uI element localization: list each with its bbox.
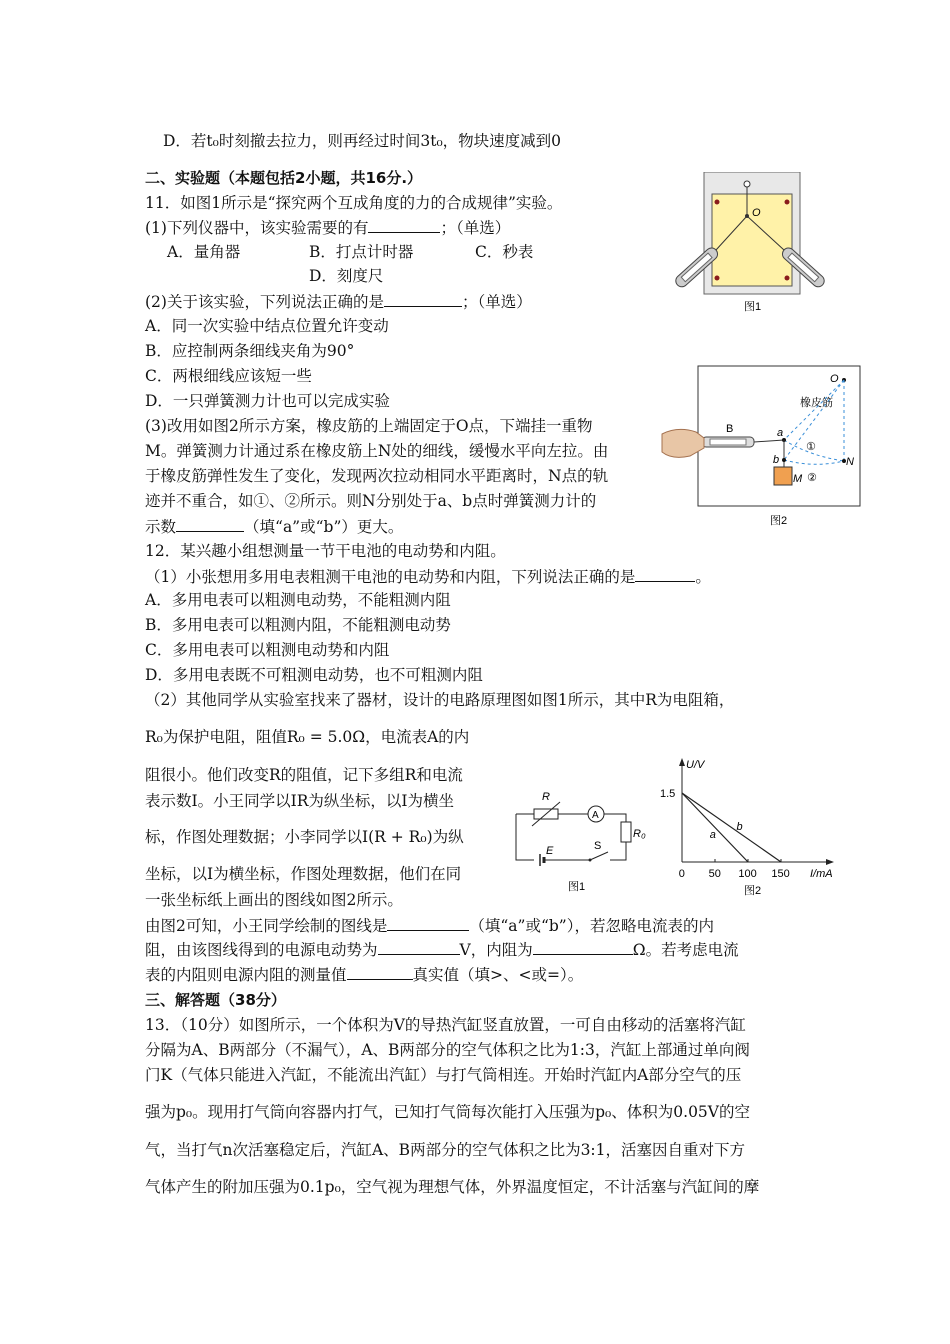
q11-part3-line2: M。弹簧测力计通过系在橡皮筋上N处的细线，缓慢水平向左拉。由: [145, 442, 609, 460]
caption-fig1: 图1: [744, 301, 762, 313]
q12-stem: 12．某兴趣小组想测量一节干电池的电动势和内阻。: [145, 542, 506, 560]
q12-ui-graph: [658, 756, 848, 898]
q12-part2-line7: 一张坐标纸上画出的图线如图2所示。: [145, 891, 403, 909]
q13-line2: 分隔为A、B两部分（不漏气），A、B两部分的空气体积之比为1:3，汽缸上部通过单向阀: [145, 1041, 750, 1059]
label-o: O: [752, 207, 761, 219]
q12-part1-text: （1）小张想用多用电表粗测干电池的电动势和内阻，下列说法正确的是: [145, 568, 636, 586]
q12-part2-line5: 标，作图处理数据；小李同学以I(R + R₀)为纵: [145, 828, 464, 846]
x-axis-label: I/mA: [810, 868, 833, 880]
y-tick-label: 1.5: [660, 788, 676, 800]
label-s: S: [594, 840, 602, 852]
q11-option-b: B．打点计时器: [309, 243, 414, 261]
label-b: b: [773, 454, 780, 466]
weight-m: [774, 467, 792, 485]
q11-part3-line3: 于橡皮筋弹性发生了变化，发现两次拉动相同水平距离时，N点的轨: [145, 467, 609, 485]
q11-part3-line5b: （填“a”或“b”）更大。: [244, 518, 404, 536]
q11-part2-text: (2)关于该实验，下列说法正确的是: [145, 293, 384, 311]
label-o: O: [830, 373, 839, 385]
q12-part2-line4: 表示数I。小王同学以IR为纵坐标，以I为横坐: [145, 792, 455, 810]
caption-circuit: 图1: [568, 881, 586, 893]
x-tick-label: 150: [771, 868, 790, 880]
label-b-scale: B: [726, 423, 734, 435]
answer-blank[interactable]: [635, 565, 695, 582]
y-axis-label: U/V: [686, 759, 705, 771]
spring-scale-dial: [710, 439, 746, 445]
q12-part1-tail: 。: [695, 568, 711, 586]
label-n: N: [846, 456, 854, 468]
q12-part1: [145, 565, 711, 588]
q11-part3-line5: [145, 515, 403, 538]
q11-p2-option-d: D．一只弹簧测力计也可以完成实验: [145, 392, 390, 410]
q11-figure-1: [670, 172, 838, 340]
q10-option-d: D．若t₀时刻撤去拉力，则再经过时间3t₀，物块速度减到0: [163, 132, 562, 150]
q11-part2: [145, 290, 532, 313]
q12-line9a: 阻，由该图线得到的电源电动势为: [145, 941, 378, 959]
series-label-b: b: [736, 821, 743, 834]
q11-part1-text: (1)下列仪器中，该实验需要的有: [145, 219, 369, 237]
label-rubber-band: 橡皮筋: [800, 397, 833, 409]
q12-option-a: A．多用电表可以粗测电动势，不能粗测内阻: [145, 591, 451, 609]
series-label-a: a: [709, 829, 716, 842]
thumbtack: [785, 276, 790, 281]
q12-line10b: 真实值（填>、<或=）。: [412, 966, 584, 984]
label-trajectory-1: ①: [806, 441, 816, 453]
x-axis-arrow: [826, 859, 834, 865]
q11-figure-2: [660, 364, 865, 534]
label-m: M: [793, 473, 803, 485]
q13-line6: 气体产生的附加压强为0.1p₀，空气视为理想气体，外界温度恒定，不计活塞与汽缸间的摩: [145, 1178, 760, 1196]
thumbtack: [715, 200, 720, 205]
q11-part2-tail: ；（单选）: [461, 293, 532, 311]
answer-blank[interactable]: [533, 938, 633, 955]
q12-line9c: Ω。若考虑电流: [632, 941, 739, 959]
q12-part2-line9: [145, 938, 739, 961]
q11-part3-line5a: 示数: [145, 518, 177, 536]
wire-left: [516, 814, 534, 860]
label-a: A: [592, 810, 599, 821]
q11-part1-tail: ；（单选）: [440, 219, 511, 237]
y-axis-arrow: [679, 758, 685, 766]
section-2-heading: 二、实验题（本题包括2小题，共16分.）: [145, 169, 423, 187]
q11-p2-option-a: A．同一次实验中结点位置允许变动: [145, 317, 389, 335]
q12-option-d: D．多用电表既不可粗测电动势，也不可粗测内阻: [145, 666, 483, 684]
answer-blank[interactable]: [384, 290, 462, 307]
x-tick-label: 0: [678, 868, 685, 880]
q12-part2-line3: 阻很小。他们改变R的阻值，记下多组R和电流: [145, 766, 463, 784]
label-r: R: [542, 791, 550, 803]
q11-part3-line4: 迹并不重合，如①、②所示。则N分别处于a、b点时弹簧测力计的: [145, 492, 597, 510]
q12-line8b: （填“a”或“b”），若忽略电流表的内: [469, 917, 714, 935]
q11-option-d: D．刻度尺: [309, 267, 384, 285]
answer-blank[interactable]: [387, 914, 469, 931]
section-3-heading: 三、解答题（38分）: [145, 991, 286, 1009]
switch-s: [590, 852, 608, 860]
label-e: E: [546, 845, 554, 857]
answer-blank[interactable]: [176, 515, 244, 532]
q12-part2-line6: 坐标，以I为横坐标，作图处理数据，他们在同: [145, 865, 462, 883]
resistor-r0: [621, 822, 631, 842]
q11-stem: 11．如图1所示是“探究两个互成角度的力的合成规律”实验。: [145, 194, 563, 212]
wire-right-bottom: [610, 842, 626, 860]
caption-graph: 图2: [744, 885, 762, 897]
q11-option-a: A．量角器: [167, 243, 241, 261]
q12-line9b: V，内阻为: [459, 941, 533, 959]
q13-line5: 气，当打气n次活塞稳定后，汽缸A、B两部分的空气体积之比为3:1，活塞因自重对下方: [145, 1141, 746, 1159]
x-tick-label: 100: [738, 868, 757, 880]
thumbtack: [715, 276, 720, 281]
q11-option-c: C．秒表: [475, 243, 534, 261]
q11-part1: [145, 216, 510, 239]
label-a: a: [777, 427, 784, 439]
q12-part2-line2: R₀为保护电阻，阻值R₀ = 5.0Ω，电流表A的内: [145, 728, 470, 746]
caption-fig2: 图2: [770, 515, 788, 527]
q12-line8a: 由图2可知，小王同学绘制的图线是: [145, 917, 388, 935]
wire-right-top: [604, 814, 626, 822]
q12-option-c: C．多用电表可以粗测电动势和内阻: [145, 641, 390, 659]
q13-line1: 13．（10分）如图所示，一个体积为V的导热汽缸竖直放置，一可自由移动的活塞将汽缸: [145, 1016, 746, 1034]
q12-part2-line8: [145, 914, 714, 937]
switch-contact: [589, 859, 592, 862]
q12-line10a: 表的内阻则电源内阻的测量值: [145, 966, 347, 984]
answer-blank[interactable]: [347, 963, 413, 980]
answer-blank[interactable]: [378, 938, 460, 955]
q11-part3-line1: (3)改用如图2所示方案，橡皮筋的上端固定于O点，下端挂一重物: [145, 417, 593, 435]
label-trajectory-2: ②: [807, 472, 817, 484]
q12-part2-line10: [145, 963, 583, 986]
q11-p2-option-c: C．两根细线应该短一些: [145, 367, 312, 385]
q11-p2-option-b: B．应控制两条细线夹角为90°: [145, 342, 355, 360]
series-line-b: [682, 793, 781, 862]
q12-part2-line1: （2）其他同学从实验室找来了器材，设计的电路原理图如图1所示，其中R为电阻箱，: [145, 691, 735, 709]
x-tick-label: 50: [708, 868, 721, 880]
q12-circuit-figure: [508, 782, 658, 897]
thumbtack: [785, 200, 790, 205]
answer-blank[interactable]: [368, 216, 440, 233]
q13-line3: 门K（气体只能进入汽缸，不能流出汽缸）与打气筒相连。开始时汽缸内A部分空气的压: [145, 1066, 742, 1084]
pin-top: [744, 181, 750, 187]
q13-line4: 强为p₀。现用打气筒向容器内打气，已知打气筒每次能打入压强为p₀、体积为0.05V的空: [145, 1103, 750, 1121]
point-b: [782, 458, 786, 462]
label-r0: R₀: [633, 828, 646, 840]
q12-option-b: B．多用电表可以粗测内阻，不能粗测电动势: [145, 616, 451, 634]
